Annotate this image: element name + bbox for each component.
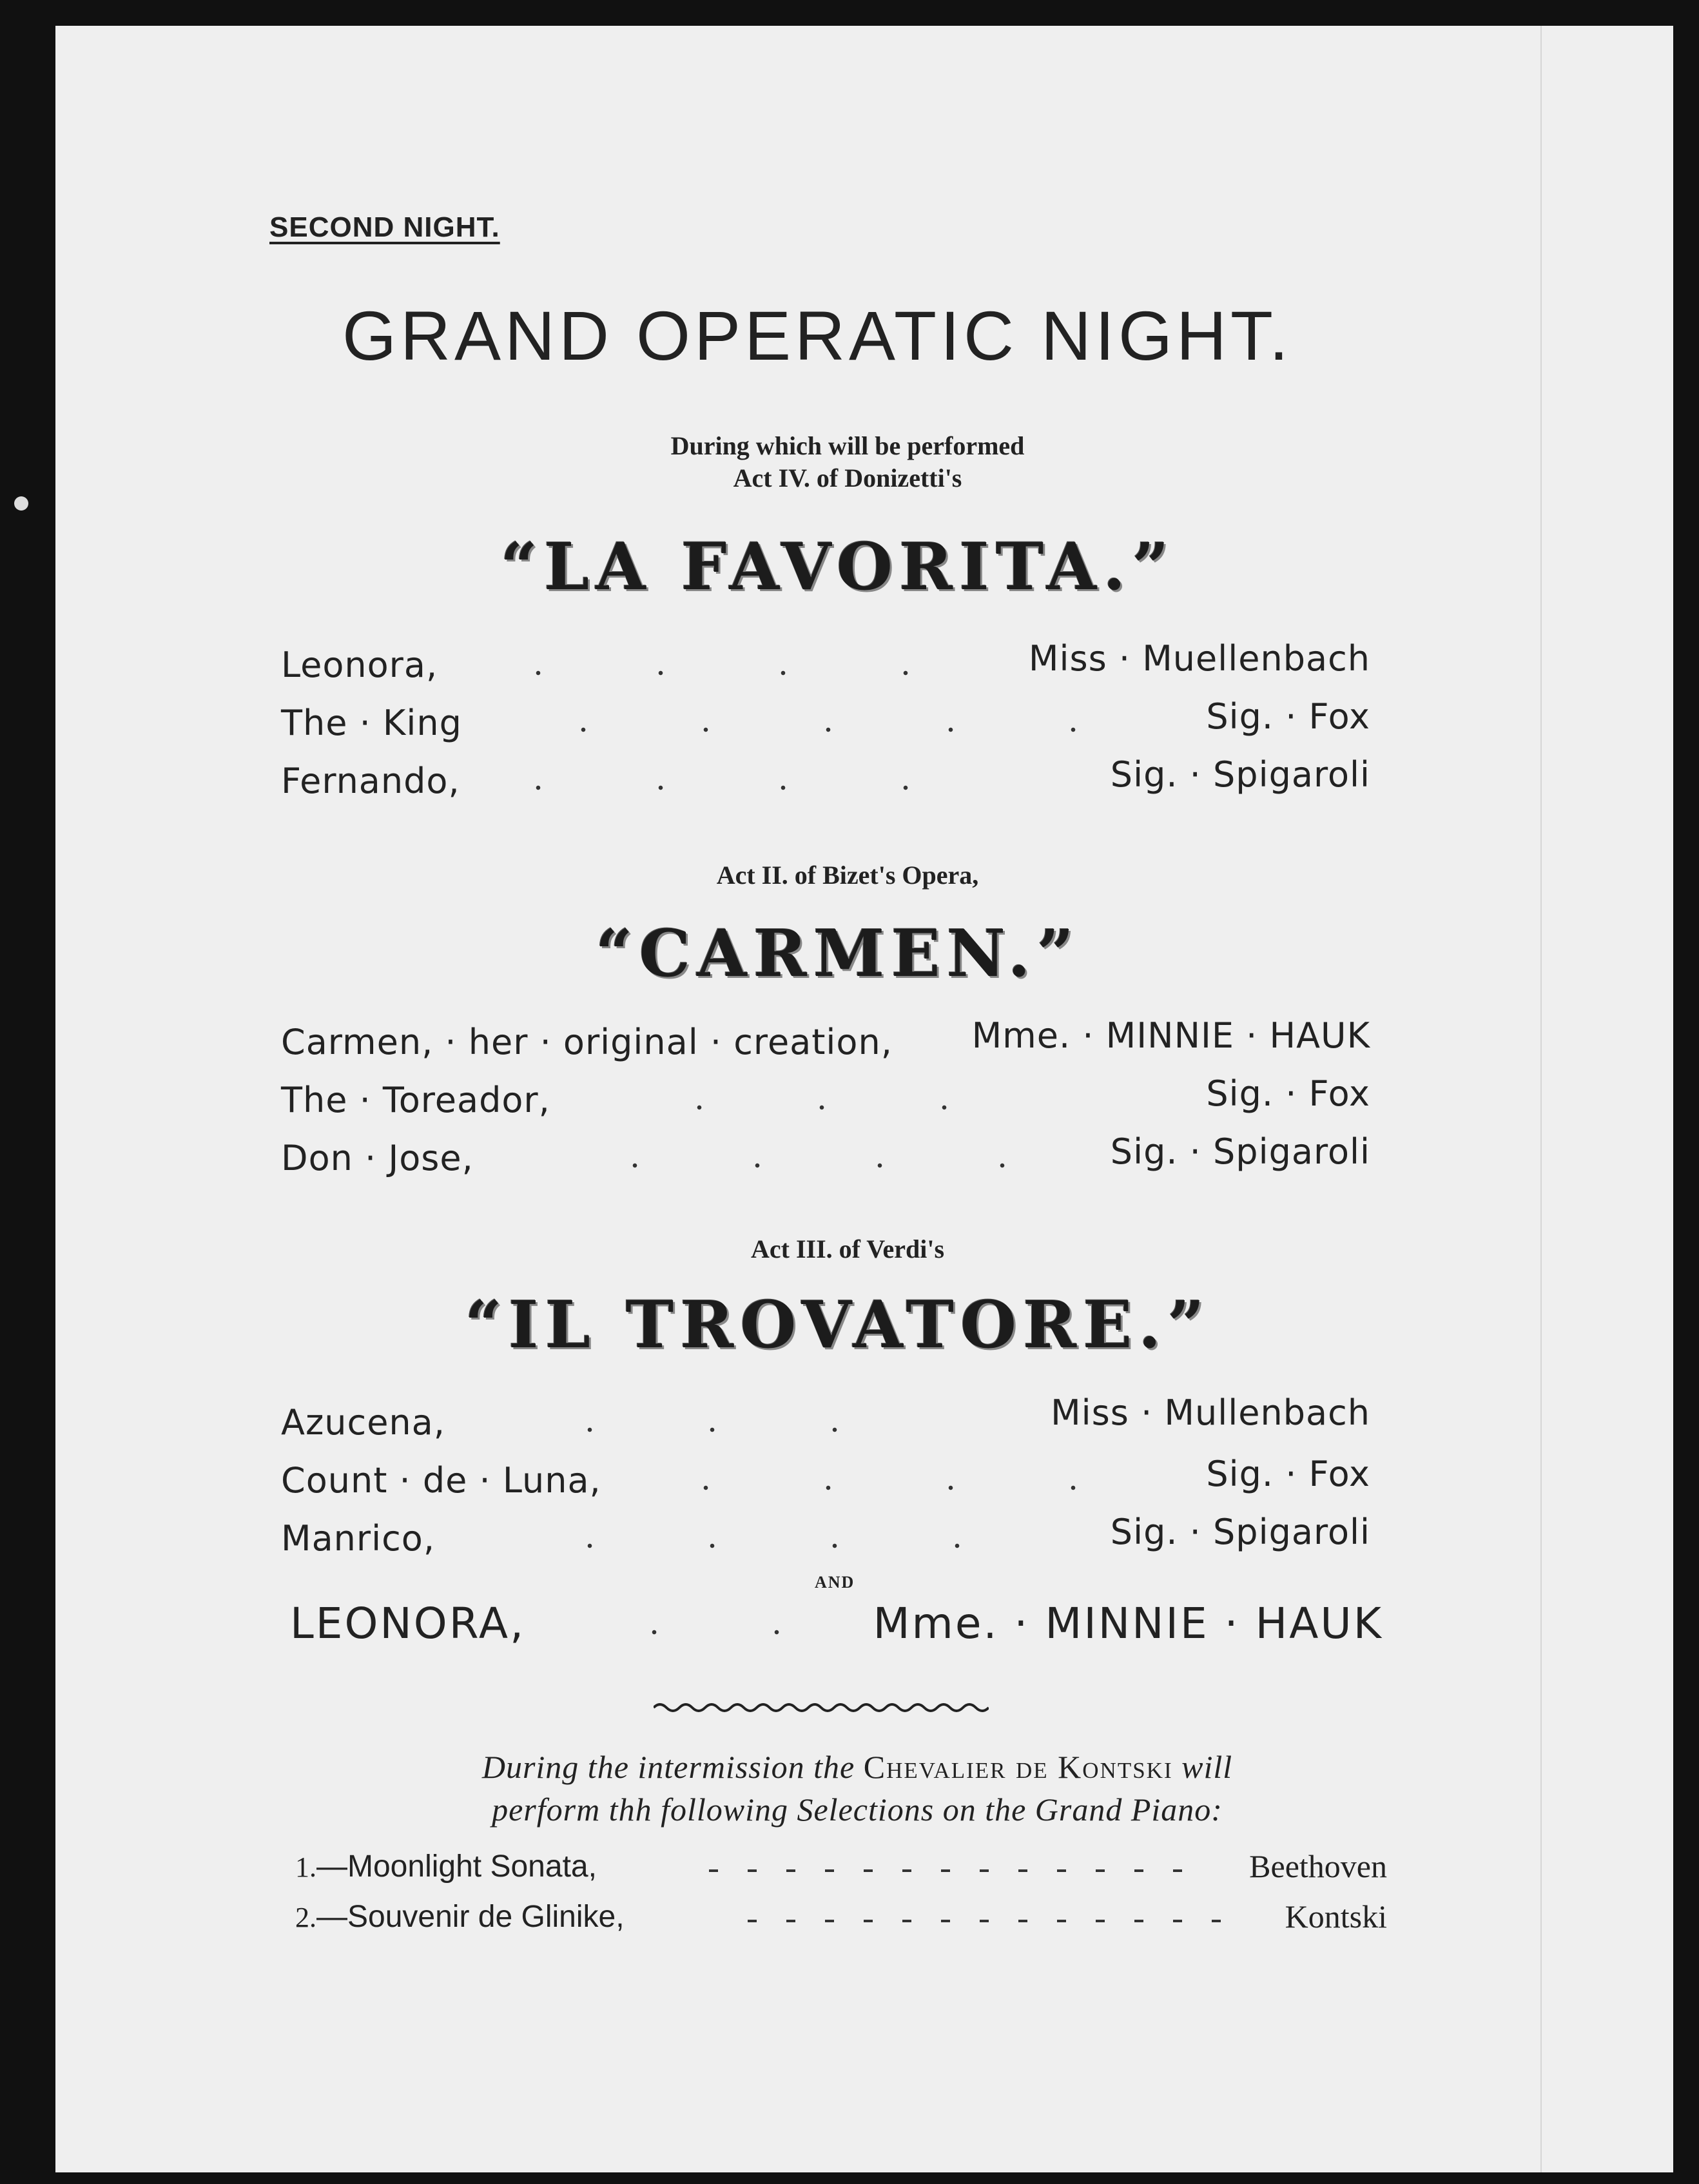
favorita-singer-1: Miss · Muellenbach: [1028, 638, 1370, 679]
trovatore-role-3: Manrico,: [281, 1518, 436, 1559]
intro-line-1: During which will be performed: [670, 431, 1025, 460]
trovatore-singer-2: Sig. · Fox: [1206, 1454, 1370, 1494]
carmen-role-2: The · Toreador,: [281, 1080, 550, 1120]
leader-dots: [593, 1630, 864, 1635]
leader-dots: [529, 1543, 1057, 1548]
ornamental-rule: [654, 1698, 989, 1717]
page-fold: [1540, 26, 1542, 2172]
leader-dots: [477, 670, 1005, 676]
trovatore-singer-1: Miss · Mullenbach: [1051, 1392, 1370, 1433]
favorita-title: “LA FAVORITA.”: [500, 529, 1176, 605]
trovatore-title: “IL TROVATORE.”: [465, 1287, 1211, 1363]
intermission-text-b: will: [1181, 1749, 1233, 1785]
leader-dots: [574, 1163, 1038, 1168]
selection-row: [295, 1899, 625, 1935]
trovatore-role-2: Count · de · Luna,: [281, 1460, 601, 1501]
leader-dots: [477, 785, 1005, 790]
and-label: AND: [815, 1573, 855, 1592]
carmen-singer-2: Sig. · Fox: [1206, 1073, 1370, 1114]
leader-dots: [522, 727, 1167, 732]
favorita-role-3: Fernando,: [281, 761, 460, 801]
selection-title: —Souvenir de Glinike,: [316, 1900, 625, 1934]
selection-composer: Beethoven: [1249, 1848, 1387, 1884]
leader-dots: [638, 1105, 1051, 1110]
intermission-line-2: perform thh following Selections on the Grand Piano:: [492, 1791, 1223, 1828]
page-title: GRAND OPERATIC NIGHT.: [342, 297, 1293, 375]
favorita-role-2: The · King: [281, 703, 462, 743]
trovatore-intro: Act III. of Verdi's: [750, 1234, 945, 1263]
selection-number: 1.: [295, 1851, 316, 1883]
trovatore-singer-3: Sig. · Spigaroli: [1110, 1512, 1370, 1552]
selection-composer: Kontski: [1285, 1898, 1387, 1935]
intermission-line-1: [361, 1748, 1354, 1786]
trovatore-role-1: Azucena,: [281, 1402, 445, 1443]
intro-line-2: Act IV. of Donizetti's: [733, 463, 962, 492]
favorita-singer-2: Sig. · Fox: [1206, 696, 1370, 737]
favorita-singer-3: Sig. · Spigaroli: [1110, 754, 1370, 795]
leader-dots: [645, 1485, 1134, 1490]
leader-dashes: [748, 1920, 1225, 1922]
selection-title: —Moonlight Sonata,: [316, 1849, 597, 1884]
carmen-role-3: Don · Jose,: [281, 1138, 474, 1178]
carmen-intro: Act II. of Bizet's Opera,: [716, 861, 979, 890]
trovatore-final-role: LEONORA,: [290, 1599, 526, 1648]
carmen-title: “CARMEN.”: [595, 915, 1081, 991]
favorita-role-1: Leonora,: [281, 645, 438, 685]
selection-row: [295, 1849, 597, 1884]
performer-name: Chevalier de Kontski: [863, 1749, 1173, 1785]
night-label: SECOND NIGHT.: [269, 211, 500, 243]
intermission-text-a: During the intermission the: [481, 1749, 855, 1785]
leader-dashes: [709, 1869, 1186, 1872]
carmen-singer-3: Sig. · Spigaroli: [1110, 1131, 1370, 1172]
carmen-role-1: Carmen, · her · original · creation,: [281, 1022, 893, 1062]
margin-speck: [14, 496, 28, 511]
selection-number: 2.: [295, 1902, 316, 1933]
trovatore-final-singer: Mme. · MINNIE · HAUK: [873, 1599, 1383, 1648]
leader-dots: [529, 1427, 928, 1432]
carmen-singer-1: Mme. · MINNIE · HAUK: [971, 1015, 1370, 1056]
